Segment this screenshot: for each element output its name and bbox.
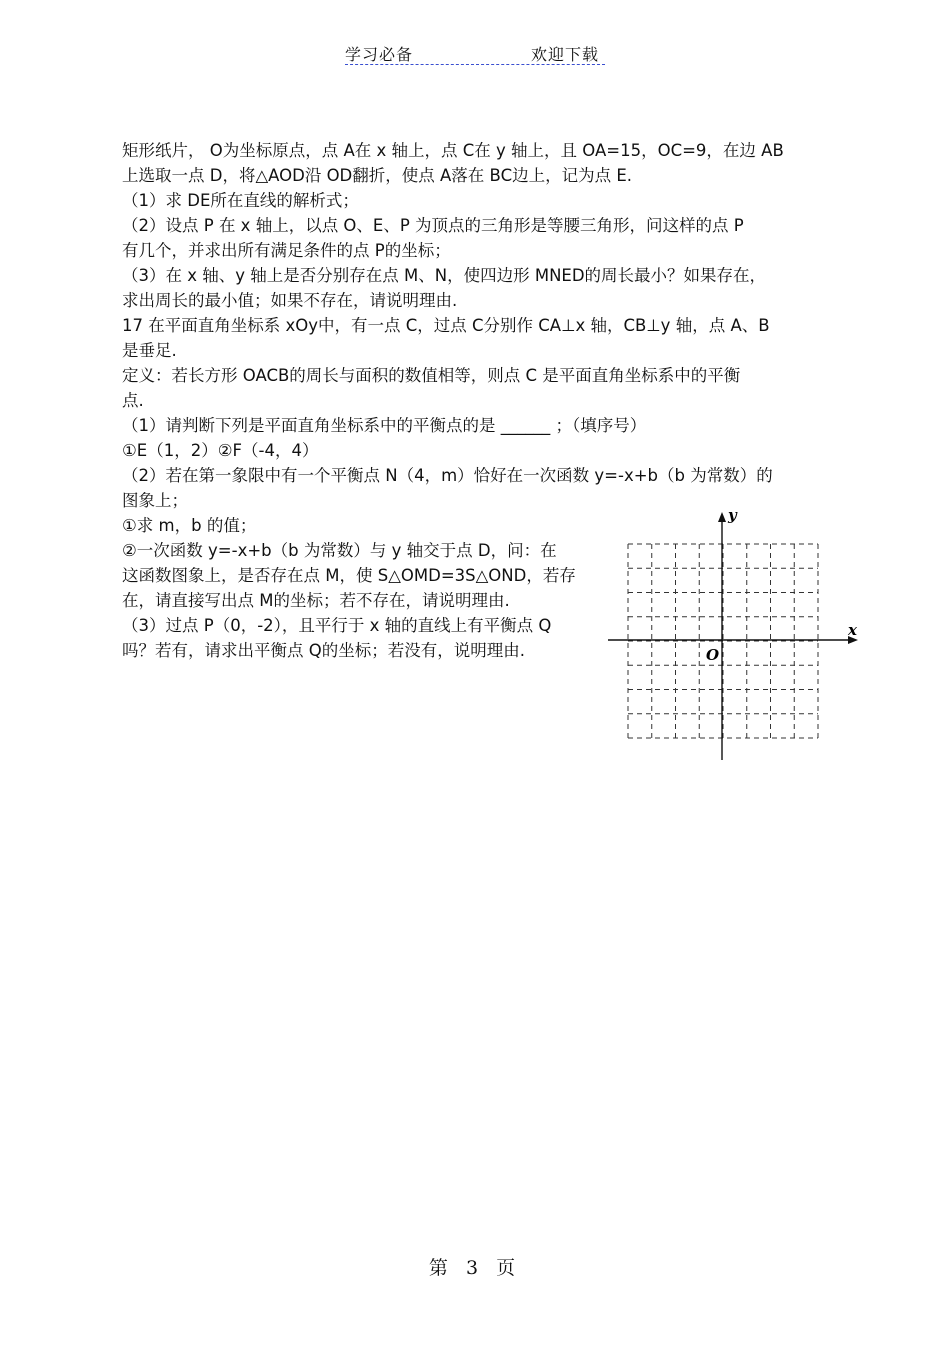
text-line: 17 在平面直角坐标系 xOy中，有一点 C，过点 C分别作 CA⊥x 轴，CB⊥y 轴，点 A、B (122, 316, 770, 335)
text-line: （1）请判断下列是平面直角坐标系中的平衡点的是 ______ ；（填序号） (122, 416, 647, 435)
y-axis-label: y (728, 508, 737, 524)
text-line: 在，请直接写出点 M的坐标；若不存在，请说明理由. (122, 591, 510, 610)
header-right-text: 欢迎下载 (531, 45, 600, 64)
header-left-text: 学习必备 (345, 45, 414, 64)
text-line: （3）过点 P（0，-2），且平行于 x 轴的直线上有平衡点 Q (122, 616, 552, 635)
y-axis-arrow (718, 512, 726, 522)
coordinate-grid (606, 508, 860, 764)
text-line: 定义：若长方形 OACB的周长与面积的数值相等，则点 C 是平面直角坐标系中的平衡 (122, 366, 741, 385)
x-axis-label: x (848, 621, 857, 639)
text-line: 是垂足. (122, 341, 177, 360)
text-line: 这函数图象上，是否存在点 M，使 S△OMD=3S△OND，若存 (122, 566, 576, 585)
text-line: 点. (122, 391, 144, 410)
text-line: ②一次函数 y=-x+b（b 为常数）与 y 轴交于点 D，问：在 (122, 541, 557, 560)
text-line: 上选取一点 D，将△AOD沿 OD翻折，使点 A落在 BC边上，记为点 E. (122, 166, 633, 185)
page-header (345, 42, 605, 66)
text-line: （2）设点 P 在 x 轴上，以点 O、E、P 为顶点的三角形是等腰三角形，问这样的点 P (122, 216, 744, 235)
text-line: （3）在 x 轴、y 轴上是否分别存在点 M、N，使四边形 MNED的周长最小？如果存在， (122, 266, 767, 285)
header-dashed-rule (345, 64, 605, 65)
text-line: （2）若在第一象限中有一个平衡点 N（4，m）恰好在一次函数 y=-x+b（b 为常数）的 (122, 466, 773, 485)
text-line: 吗？若有，请求出平衡点 Q的坐标；若没有，说明理由. (122, 641, 525, 660)
text-line: 图象上； (122, 491, 188, 510)
text-line: ①求 m，b 的值； (122, 516, 257, 535)
page-number: 第 3 页 (428, 1257, 522, 1279)
text-line: 有几个，并求出所有满足条件的点 P的坐标； (122, 241, 451, 260)
text-line: （1）求 DE所在直线的解析式； (122, 191, 359, 210)
text-line: 求出周长的最小值；如果不存在，请说明理由. (122, 291, 458, 310)
origin-label: O (706, 646, 720, 664)
text-line: ①E（1，2）②F（-4，4） (122, 441, 319, 460)
text-line: 矩形纸片， O为坐标原点，点 A在 x 轴上，点 C在 y 轴上，且 OA=15，OC=9，在边 AB (122, 141, 784, 160)
